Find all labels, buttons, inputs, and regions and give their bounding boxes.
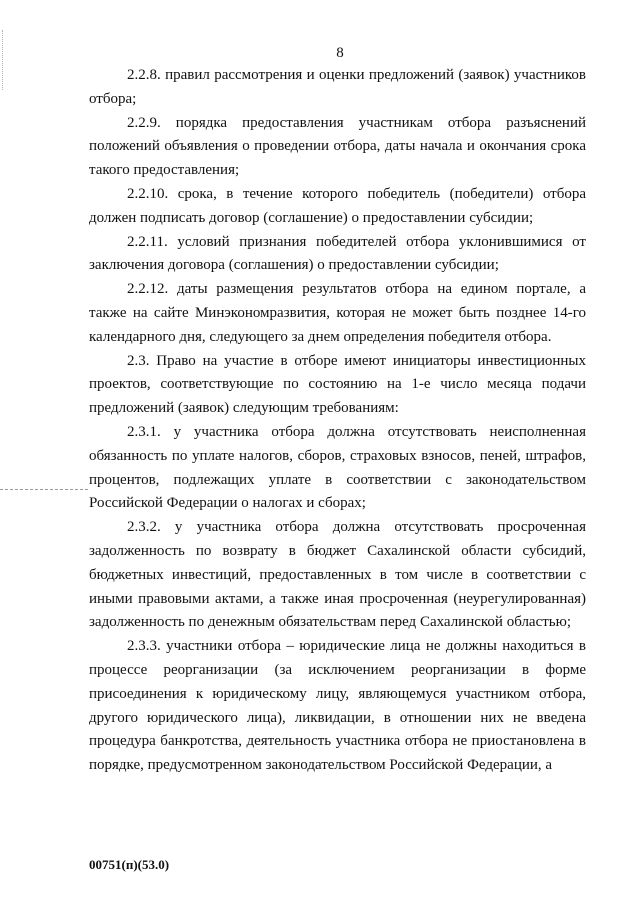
paragraph-2-2-11: 2.2.11. условий признания победителей отбора уклонившимися от заключения договора (соглашения) о предоставлении субсидии; <box>89 233 586 274</box>
paragraph-2-2-10: 2.2.10. срока, в течение которого победитель (победители) отбора должен подписать договор (соглашение) о предоставлении субсидии; <box>89 185 586 226</box>
paragraph-2-3-1: 2.3.1. у участника отбора должна отсутствовать неисполненная обязанность по уплате налогов, сборов, страховых взносов, пеней, штрафов, процентов, подлежащих уплате в соответствии с законодательством Российской Федерации о налогах и сборах; <box>89 423 586 512</box>
paragraph-2-2-9: 2.2.9. порядка предоставления участникам отбора разъяснений положений объявления о проведении отбора, даты начала и окончания срока такого предоставления; <box>89 114 586 179</box>
page-number: 8 <box>336 45 344 61</box>
paragraph-2-2-8: 2.2.8. правил рассмотрения и оценки предложений (заявок) участников отбора; <box>89 67 586 107</box>
paragraph-2-3-3: 2.3.3. участники отбора – юридические лица не должны находиться в процессе реорганизации (за исключением реорганизации в форме присоединения к юридическому лицу, являющемуся участником отбора, другого юридического лица), ликвидации, в отношении них не введена процедура банкротства, деятельность участника отбора не приостановлена в порядке, предусмотренном законодательством Российской Федерации, а <box>89 638 586 774</box>
paragraph-2-3: 2.3. Право на участие в отборе имеют инициаторы инвестиционных проектов, соответствующие по состоянию на 1-е число месяца подачи предложений (заявок) следующим требованиям: <box>89 352 586 417</box>
paragraph-2-2-12: 2.2.12. даты размещения результатов отбора на едином портале, а также на сайте Минэкономразвития, которая не может быть позднее 14-го календарного дня, следующего за днем определения победителя отбора. <box>89 281 586 345</box>
document-code: 00751(п)(53.0) <box>89 857 170 872</box>
document-body <box>89 64 586 778</box>
scan-margin-dashes <box>0 489 88 490</box>
paragraph-2-3-2: 2.3.2. у участника отбора должна отсутствовать просроченная задолженность по возврату в бюджет Сахалинской области субсидий, бюджетных инвестиций, предоставленных в том числе в соответствии с иными правовыми актами, а также иная просроченная (неурегулированная) задолженность по денежным обязательствам перед Сахалинской областью; <box>89 519 586 631</box>
